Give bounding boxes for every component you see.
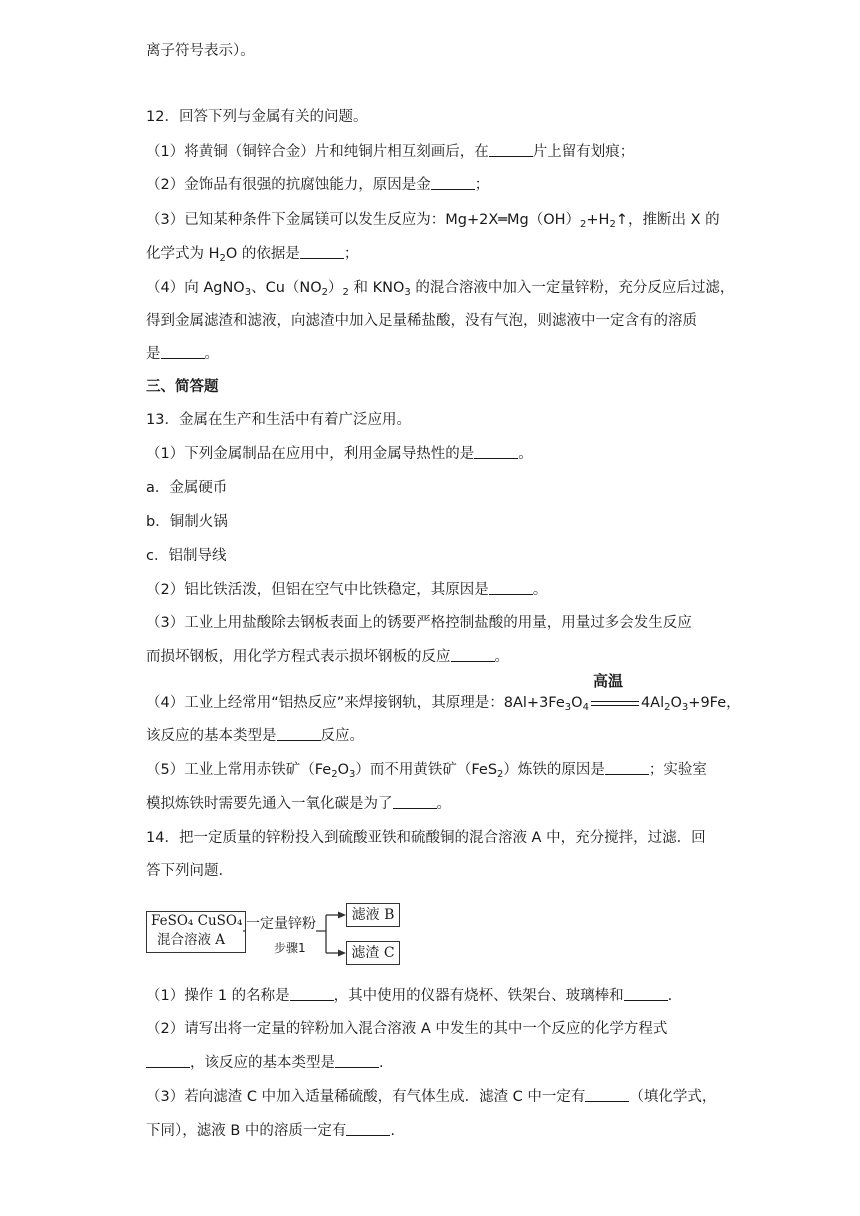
section-heading: 三、简答题 [146,379,219,395]
answer-blank [489,580,533,595]
answer-blank [474,444,518,459]
answer-blank [431,175,475,190]
text-line: 是 。 [146,346,219,362]
question-13-title: 13．金属在生产和生活中有着广泛应用。 [146,412,411,428]
answer-blank [585,1087,629,1102]
answer-blank [393,794,437,809]
text-line: （1）操作 1 的名称是 ，其中使用的仪器有烧杯、铁架台、玻璃棒和 . [146,988,673,1004]
answer-blank [451,647,495,662]
answer-blank [605,760,649,775]
answer-blank [300,244,344,259]
text-line: （3）若向滤渣 C 中加入适量稀硫酸，有气体生成．滤渣 C 中一定有 （填化学式， [146,1089,717,1105]
arrow-label: 一定量锌粉 [246,913,316,933]
step-label: 步骤1 [274,941,306,955]
text-line: （2）铝比铁活泼，但铝在空气中比铁稳定，其原因是 。 [146,582,548,598]
text-line: （3）已知某种条件下金属镁可以发生反应为：$Mg+2X═Mg(OH)_2+H_2↑$，推断出 X 的 [146,212,720,230]
text-line: ，该反应的基本类型是 . [146,1053,384,1073]
reaction-condition: 高温 [589,693,641,713]
text-line: 而损坏钢板，用化学方程式表示损坏钢板的反应 。 [146,649,509,665]
text-line: （4）向 AgNO$_3$、$Cu(NO_2)_2$ 和 $KNO_3$ 的混合溶液中加入一定量锌粉，充分反应后过滤， [146,280,735,298]
text-line: 模拟炼铁时需要先通入一氧化碳是为了 。 [146,796,451,812]
process-diagram [146,903,406,969]
text-line: （4）工业上经常用“铝热反应”来焊接钢轨，其原理是：$8Al+3Fe_3O_4$ 高温 $4Al_2O_3+9Fe$， [146,672,741,713]
question-12-title: 12．回答下列与金属有关的问题。 [146,109,368,125]
answer-blank [489,142,533,157]
text-line: （3）工业上用盐酸除去钢板表面上的锈要严格控制盐酸的用量，用量过多会发生反应 [146,615,692,631]
filtrate-box: 滤液 B [346,903,400,927]
box-a-line2: 混合溶液 A [157,932,226,948]
text-line: 化学式为 $H_2O$ 的依据是 ； [146,246,359,264]
text-line: （1）将黄铜（铜锌合金）片和纯铜片相互刻画后，在 片上留有划痕； [146,144,635,160]
answer-blank [161,344,205,359]
answer-blank [335,1053,379,1068]
question-14-title: 14．把一定质量的锌粉投入到硫酸亚铁和硫酸铜的混合溶液 A 中，充分搅拌，过滤．回 [146,830,706,846]
text-line: 该反应的基本类型是 反应。 [146,728,364,744]
option-b: b．铜制火锅 [146,514,228,530]
text-line: 答下列问题． [146,863,233,879]
answer-blank [624,986,668,1001]
box-a-line1: FeSO₄ CuSO₄ [151,913,243,929]
answer-blank [346,1121,390,1136]
text-line: （2）请写出将一定量的锌粉加入混合溶液 A 中发生的其中一个反应的化学方程式 [146,1021,668,1037]
text-line: 得到金属滤渣和滤液，向滤渣中加入足量稀盐酸，没有气泡，则滤液中一定含有的溶质 [146,313,697,329]
answer-blank [290,986,334,1001]
text-line: （2）金饰品有很强的抗腐蚀能力，原因是金 ； [146,177,490,193]
option-c: c．铝制导线 [146,548,227,564]
text-line: （1）下列金属制品在应用中，利用金属导热性的是 。 [146,446,533,462]
text-line: （5）工业上常用赤铁矿$(Fe_2O_3)$而不用黄铁矿（FeS$_2$）炼铁的原因是 ；实验室 [146,762,707,780]
text-line: 离子符号表示）。 [146,43,255,59]
residue-box: 滤渣 C [346,941,400,965]
text-line: 下同），滤液 B 中的溶质一定有 . [146,1123,396,1139]
answer-blank [277,726,321,741]
option-a: a．金属硬币 [146,480,228,496]
answer-blank [146,1053,190,1068]
